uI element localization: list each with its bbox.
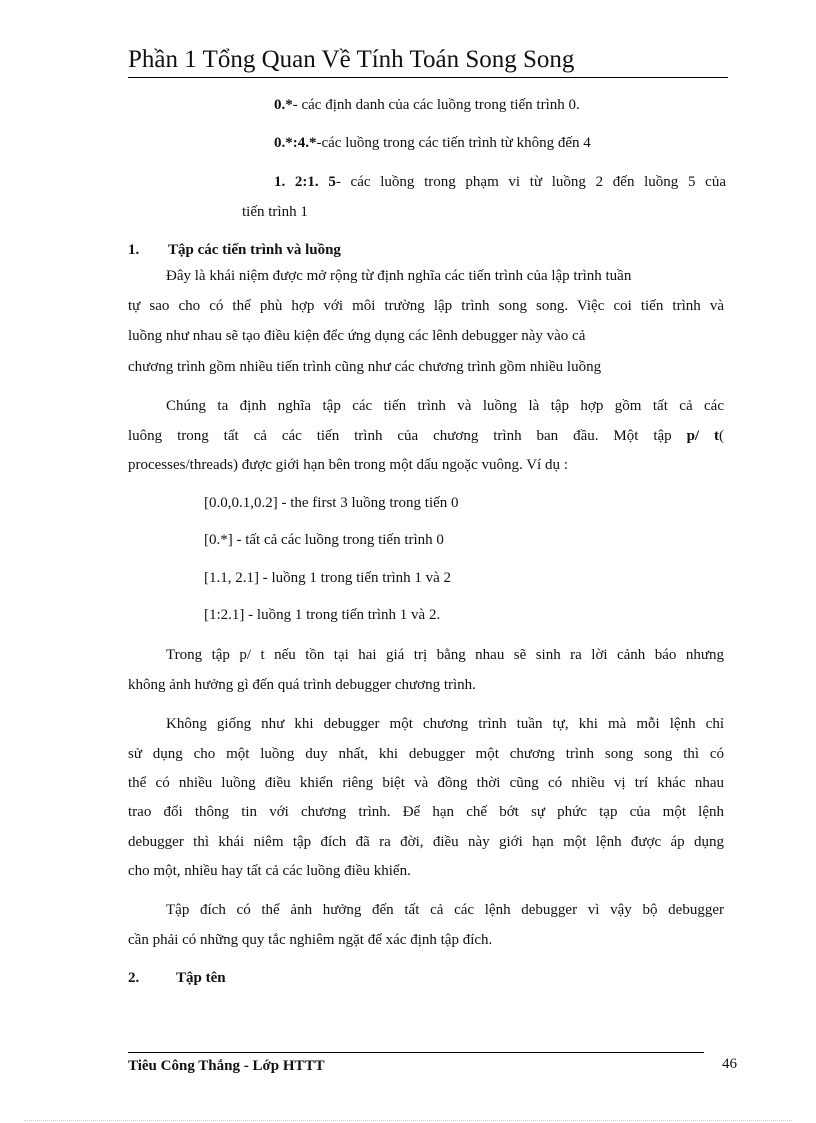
- paragraph-line: Chúng ta định nghĩa tập các tiến trình và luồng là tập hợp gồm tất cả các: [166, 398, 724, 414]
- example-line-3: [274, 172, 726, 192]
- paragraph-line: thể có nhiều luồng điều khiển riêng biệt và đồng thời cũng có nhiều vị trí khác nhau: [128, 775, 724, 791]
- example-desc: -các luồng trong các tiến trình từ không đến 4: [316, 135, 591, 151]
- page-bottom-border: [24, 1120, 792, 1121]
- term-pt: p/ t: [686, 428, 719, 444]
- paragraph-line: Trong tập p/ t nếu tồn tại hai giá trị bằng nhau sẽ sinh ra lời cảnh báo nhưng: [166, 647, 724, 663]
- example-code: 1. 2:1. 5: [274, 174, 336, 190]
- paragraph-line: không ảnh hưởng gì đến quá trình debugger chương trình.: [128, 677, 476, 693]
- example-desc: - các luồng trong phạm vi từ luồng 2 đến luồng 5 của: [335, 174, 726, 190]
- page-number: 46: [722, 1056, 737, 1072]
- paragraph-line: cần phải có những quy tắc nghiêm ngặt để xác định tập đích.: [128, 932, 493, 948]
- section-number: 2.: [128, 970, 140, 986]
- paragraph-line: Đây là khái niệm được mở rộng từ định nghĩa các tiến trình của lập trình tuần: [166, 268, 632, 284]
- paragraph-line: trao đổi thông tin với chương trình. Để hạn chế bớt sự phức tạp của một lệnh: [128, 804, 724, 820]
- page-header-title: Phần 1 Tổng Quan Về Tính Toán Song Song: [128, 46, 575, 73]
- section-number: 1.: [128, 242, 140, 258]
- paragraph-line: [128, 426, 724, 446]
- example-code: 0.*:4.*: [274, 135, 317, 151]
- paragraph-line: sử dụng cho một luồng duy nhất, khi debugger một chương trình song song thì có: [128, 746, 724, 762]
- set-example: [1.1, 2.1] - luồng 1 trong tiến trình 1 và 2: [204, 570, 452, 586]
- paragraph-line: processes/threads) được giới hạn bên trong một dấu ngoặc vuông. Ví dụ :: [128, 457, 568, 473]
- paragraph-line: tự sao cho có thể phù hợp với môi trường lập trình song song. Việc coi tiến trình và: [128, 298, 724, 314]
- footer-author: Tiêu Công Thắng - Lớp HTTT: [128, 1058, 325, 1074]
- header-divider: [128, 77, 728, 78]
- paragraph-line: chương trình gồm nhiều tiến trình cũng như các chương trình gồm nhiều luồng: [128, 359, 602, 375]
- paragraph-line: Không giống như khi debugger một chương trình tuần tự, khi mà mỗi lệnh chỉ: [166, 716, 724, 732]
- paragraph-line: Tập đích có thể ảnh hưởng đến tất cả các lệnh debugger vì vậy bộ debugger: [166, 902, 724, 918]
- paragraph-line: luồng như nhau sẽ tạo điều kiện đểc ứng dụng các lênh debugger này vào cả: [128, 328, 586, 344]
- paragraph-text: luông trong tất cả các tiến trình của chương trình ban đầu. Một tập: [128, 428, 672, 444]
- paragraph-line: debugger thì khái niêm tập đích đã ra đời, điều này giới hạn một lệnh được áp dụng: [128, 834, 724, 850]
- example-code: 0.*: [274, 97, 293, 113]
- set-example: [0.0,0.1,0.2] - the first 3 luồng trong tiến 0: [204, 495, 459, 511]
- footer-divider: [128, 1052, 704, 1053]
- set-example: [1:2.1] - luồng 1 trong tiến trình 1 và 2.: [204, 607, 441, 623]
- paren-open: (: [719, 428, 724, 444]
- section-heading-2: [128, 968, 226, 988]
- example-line-1: [274, 95, 580, 115]
- set-example: [0.*] - tất cả các luồng trong tiến trình 0: [204, 532, 444, 548]
- section-title: Tập tên: [176, 970, 226, 986]
- paragraph-line: cho một, nhiều hay tất cả các luồng điều khiển.: [128, 863, 411, 879]
- example-line-2: [274, 133, 591, 153]
- section-title: Tập các tiến trình và luồng: [168, 242, 341, 258]
- example-continuation: tiến trình 1: [242, 204, 308, 220]
- section-heading-1: [128, 240, 341, 260]
- example-desc: - các định danh của các luồng trong tiến trình 0.: [292, 97, 580, 113]
